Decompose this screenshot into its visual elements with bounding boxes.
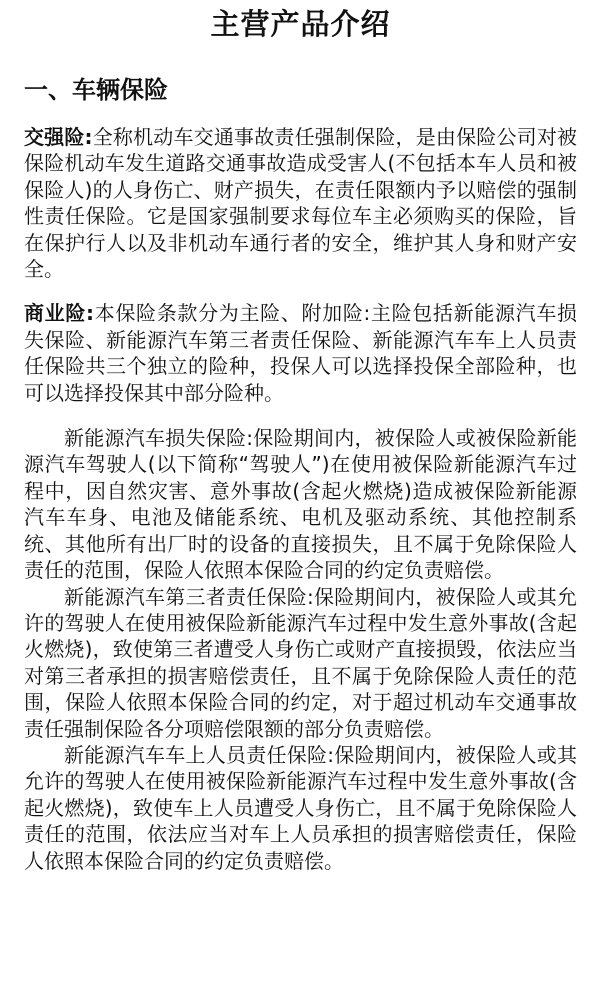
term-commercial-insurance: 商业险: xyxy=(24,301,95,326)
section-heading-vehicle-insurance: 一、车辆保险 xyxy=(24,76,168,104)
paragraph-vehicle-loss-insurance: 新能源汽车损失保险:保险期间内，被保险人或被保险新能源汽车驾驶人(以下简称“驾驶人”)在使用被保险新能源汽车过程中，因自然灾害、意外事故(含起火燃烧)造成被保险新能源汽车车身、电池及储能系统、电机及驱动系统、其他控制系统、其他所有出厂时的设备的直接损失，且不属于免除保险人责任的范围，保险人依照本保险合同的约定负责赔偿。 xyxy=(24,426,577,583)
paragraph-text: 本保险条款分为主险、附加险:主险包括新能源汽车损失保险、新能源汽车第三者责任保险、新能源汽车车上人员责任保险共三个独立的险种，投保人可以选择投保全部险种，也可以选择投保其中部分险种。 xyxy=(24,301,577,405)
term-compulsory-insurance: 交强险: xyxy=(24,125,93,149)
paragraph-compulsory-insurance xyxy=(24,124,577,282)
paragraph-commercial-insurance xyxy=(24,300,577,406)
paragraph-third-party-liability: 新能源汽车第三者责任保险:保险期间内，被保险人或其允许的驾驶人在使用被保险新能源汽车过程中发生意外事故(含起火燃烧)，致使第三者遭受人身伤亡或财产直接损毁，依法应当对第三者承担的损害赔偿责任，且不属于免除保险人责任的范围，保险人依照本保险合同的约定，对于超过机动车交通事故责任强制保险各分项赔偿限额的部分负责赔偿。 xyxy=(24,584,577,741)
page-title: 主营产品介绍 xyxy=(210,7,391,41)
paragraph-passenger-liability: 新能源汽车车上人员责任保险:保险期间内，被保险人或其允许的驾驶人在使用被保险新能源汽车过程中发生意外事故(含起火燃烧)，致使车上人员遭受人身伤亡，且不属于免除保险人责任的范围，依法应当对车上人员承担的损害赔偿责任，保险人依照本保险合同的约定负责赔偿。 xyxy=(24,742,577,873)
paragraph-text: 全称机动车交通事故责任强制保险，是由保险公司对被保险机动车发生道路交通事故造成受害人(不包括本车人员和被保险人)的人身伤亡、财产损失，在责任限额内予以赔偿的强制性责任保险。它是国家强制要求每位车主必须购买的保险，旨在保护行人以及非机动车通行者的安全，维护其人身和财产安全。 xyxy=(24,125,578,282)
